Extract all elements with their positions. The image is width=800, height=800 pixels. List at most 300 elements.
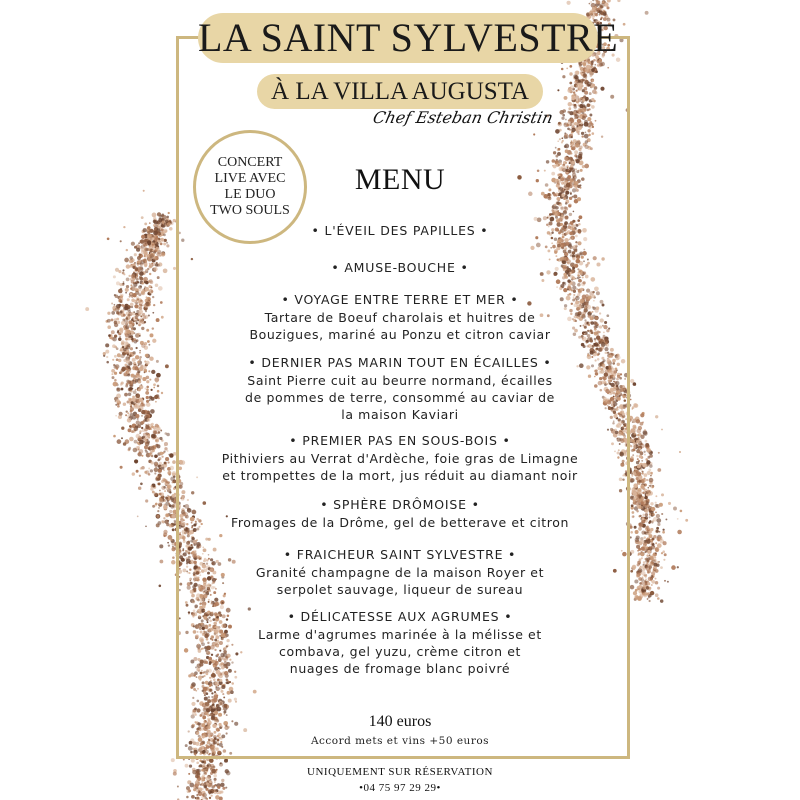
glitter-dot xyxy=(128,393,132,397)
glitter-dot xyxy=(655,511,657,513)
glitter-dot xyxy=(114,372,117,375)
glitter-dot xyxy=(652,513,655,516)
glitter-dot xyxy=(642,568,645,571)
glitter-dot xyxy=(644,478,646,480)
glitter-dot xyxy=(649,600,651,602)
glitter-dot xyxy=(121,381,124,384)
glitter-dot xyxy=(651,521,653,523)
glitter-dot xyxy=(121,427,124,430)
glitter-dot xyxy=(148,473,151,476)
glitter-dot xyxy=(177,786,179,788)
glitter-dot xyxy=(141,421,144,424)
glitter-dot xyxy=(165,219,169,223)
chef-signature: Chef Esteban Christin xyxy=(371,108,555,127)
glitter-dot xyxy=(163,535,165,537)
course-heading: • DERNIER PAS MARIN TOUT EN ÉCAILLES • xyxy=(248,355,552,370)
glitter-dot xyxy=(636,545,640,549)
glitter-dot xyxy=(617,0,620,2)
glitter-dot xyxy=(646,460,650,464)
glitter-dot xyxy=(144,222,147,225)
glitter-dot xyxy=(214,781,216,783)
glitter-dot xyxy=(154,454,157,457)
glitter-dot xyxy=(645,440,648,443)
glitter-dot xyxy=(143,438,146,441)
glitter-dot xyxy=(189,764,192,767)
glitter-dot xyxy=(600,7,602,9)
glitter-dot xyxy=(145,281,148,284)
glitter-dot xyxy=(140,285,142,287)
glitter-dot xyxy=(128,428,132,432)
glitter-dot xyxy=(207,783,211,787)
glitter-dot xyxy=(140,356,142,358)
glitter-dot xyxy=(127,418,132,423)
glitter-dot xyxy=(169,491,171,493)
glitter-dot xyxy=(116,347,119,350)
glitter-dot xyxy=(153,304,155,306)
glitter-dot xyxy=(211,795,213,797)
glitter-dot xyxy=(636,477,639,480)
glitter-dot xyxy=(146,380,149,383)
glitter-dot xyxy=(129,336,131,338)
glitter-dot xyxy=(147,418,151,422)
glitter-dot xyxy=(126,329,130,333)
glitter-dot xyxy=(131,401,134,404)
glitter-dot xyxy=(649,554,651,556)
glitter-dot xyxy=(658,452,660,454)
glitter-dot xyxy=(649,516,651,518)
glitter-dot xyxy=(647,598,649,600)
glitter-dot xyxy=(159,462,163,466)
glitter-dot xyxy=(105,350,109,354)
course-description-line: nuages de fromage blanc poivré xyxy=(289,661,511,676)
glitter-dot xyxy=(130,410,133,413)
glitter-dot xyxy=(149,263,151,265)
glitter-dot xyxy=(138,242,140,244)
glitter-dot xyxy=(214,791,218,795)
venue-banner xyxy=(257,74,543,109)
glitter-dot xyxy=(661,429,663,431)
glitter-dot xyxy=(196,789,200,793)
glitter-dot xyxy=(641,557,643,559)
glitter-dot xyxy=(141,235,145,239)
glitter-dot xyxy=(643,451,645,453)
glitter-dot xyxy=(657,597,660,600)
glitter-dot xyxy=(662,531,665,534)
course-description-line: Bouzigues, mariné au Ponzu et citron caviar xyxy=(249,327,551,342)
glitter-dot xyxy=(139,335,141,337)
glitter-dot xyxy=(630,399,632,401)
glitter-dot xyxy=(155,439,157,441)
glitter-dot xyxy=(653,535,656,538)
glitter-dot xyxy=(650,528,653,531)
glitter-dot xyxy=(203,765,205,767)
glitter-dot xyxy=(126,264,130,268)
glitter-dot xyxy=(160,560,164,564)
glitter-dot xyxy=(163,268,168,273)
glitter-dot xyxy=(138,388,141,391)
glitter-dot xyxy=(114,304,116,306)
glitter-dot xyxy=(125,385,128,388)
glitter-dot xyxy=(123,314,126,317)
glitter-dot xyxy=(145,449,147,451)
glitter-dot xyxy=(137,516,139,518)
glitter-dot xyxy=(128,313,131,316)
glitter-dot xyxy=(136,434,141,439)
glitter-dot xyxy=(156,318,160,322)
glitter-dot xyxy=(135,366,138,369)
glitter-dot xyxy=(158,286,163,291)
glitter-dot xyxy=(115,415,117,417)
glitter-dot xyxy=(130,303,134,307)
glitter-dot xyxy=(168,212,170,214)
glitter-dot xyxy=(646,586,649,589)
glitter-dot xyxy=(134,440,138,444)
glitter-dot xyxy=(640,413,644,417)
glitter-dot xyxy=(640,435,644,439)
glitter-dot xyxy=(647,471,651,475)
glitter-dot xyxy=(158,469,162,473)
glitter-dot xyxy=(146,396,149,399)
glitter-dot xyxy=(139,350,141,352)
glitter-dot xyxy=(641,582,645,586)
glitter-dot xyxy=(146,329,149,332)
glitter-dot xyxy=(655,502,657,504)
glitter-dot xyxy=(201,769,204,772)
glitter-dot xyxy=(105,343,109,347)
glitter-dot xyxy=(111,318,114,321)
glitter-dot xyxy=(651,575,654,578)
glitter-dot xyxy=(634,579,638,583)
glitter-dot xyxy=(150,469,153,472)
glitter-dot xyxy=(646,546,649,549)
glitter-dot xyxy=(155,401,157,403)
glitter-dot xyxy=(602,1,605,4)
glitter-dot xyxy=(636,440,640,444)
glitter-dot xyxy=(146,388,149,391)
glitter-dot xyxy=(169,510,172,513)
course-description-line: de pommes de terre, consommé au caviar de xyxy=(245,390,555,405)
glitter-dot xyxy=(165,457,169,461)
glitter-dot xyxy=(635,530,639,534)
glitter-dot xyxy=(159,585,162,588)
glitter-dot xyxy=(139,387,141,389)
glitter-dot xyxy=(220,790,223,793)
glitter-dot xyxy=(641,504,643,506)
glitter-dot xyxy=(118,415,122,419)
glitter-dot xyxy=(154,492,158,496)
glitter-dot xyxy=(639,523,643,527)
glitter-dot xyxy=(140,403,144,407)
glitter-dot xyxy=(645,443,649,447)
glitter-dot xyxy=(172,494,176,498)
glitter-dot xyxy=(107,312,110,315)
glitter-dot xyxy=(207,781,209,783)
glitter-dot xyxy=(631,504,634,507)
course-description-line: Larme d'agrumes marinée à la mélisse et xyxy=(258,627,542,642)
glitter-dot xyxy=(655,415,658,418)
glitter-dot xyxy=(121,304,124,307)
glitter-dot xyxy=(631,496,633,498)
glitter-dot xyxy=(118,304,121,307)
glitter-dot xyxy=(165,501,169,505)
glitter-dot xyxy=(632,454,634,456)
glitter-dot xyxy=(163,243,166,246)
glitter-dot xyxy=(651,580,655,584)
glitter-dot xyxy=(114,379,117,382)
glitter-dot xyxy=(134,459,138,463)
glitter-dot xyxy=(161,520,164,523)
glitter-dot xyxy=(138,486,141,489)
glitter-dot xyxy=(680,510,683,513)
glitter-dot xyxy=(636,461,639,464)
glitter-dot xyxy=(135,397,138,400)
glitter-dot xyxy=(642,472,644,474)
glitter-dot xyxy=(649,478,654,483)
glitter-dot xyxy=(639,480,642,483)
glitter-dot xyxy=(204,785,208,789)
glitter-dot xyxy=(139,271,144,276)
glitter-dot xyxy=(123,281,125,283)
glitter-dot xyxy=(157,224,159,226)
glitter-dot xyxy=(170,477,175,482)
glitter-dot xyxy=(106,361,109,364)
glitter-dot xyxy=(146,392,148,394)
glitter-dot xyxy=(120,288,122,290)
glitter-dot xyxy=(163,530,167,534)
glitter-dot xyxy=(151,425,154,428)
glitter-dot xyxy=(139,352,141,354)
glitter-dot xyxy=(646,554,649,557)
glitter-dot xyxy=(197,797,200,800)
glitter-dot xyxy=(119,283,122,286)
glitter-dot xyxy=(127,354,129,356)
glitter-dot xyxy=(673,507,677,511)
glitter-dot xyxy=(191,759,195,763)
glitter-dot xyxy=(648,589,650,591)
glitter-dot xyxy=(655,547,660,552)
glitter-dot xyxy=(163,517,165,519)
glitter-dot xyxy=(169,453,173,457)
glitter-dot xyxy=(171,505,174,508)
reservation-notice: UNIQUEMENT SUR RÉSERVATION xyxy=(307,766,493,778)
glitter-dot xyxy=(146,402,151,407)
phone-number: •04 75 97 29 29• xyxy=(359,782,441,794)
glitter-dot xyxy=(120,240,122,242)
course-6 xyxy=(200,496,600,531)
glitter-dot xyxy=(117,405,120,408)
glitter-dot xyxy=(668,502,671,505)
glitter-dot xyxy=(150,280,154,284)
glitter-dot xyxy=(124,393,128,397)
course-4 xyxy=(200,354,600,423)
glitter-dot xyxy=(211,769,216,774)
glitter-dot xyxy=(623,23,626,26)
glitter-dot xyxy=(130,406,132,408)
glitter-dot xyxy=(154,235,156,237)
glitter-dot xyxy=(145,354,149,358)
glitter-dot xyxy=(125,288,129,292)
glitter-dot xyxy=(113,309,116,312)
glitter-dot xyxy=(117,403,119,405)
glitter-dot xyxy=(171,499,174,502)
glitter-dot xyxy=(651,584,653,586)
glitter-dot xyxy=(118,270,121,273)
glitter-dot xyxy=(163,234,166,237)
glitter-dot xyxy=(141,466,145,470)
glitter-dot xyxy=(131,274,135,278)
glitter-dot xyxy=(165,364,169,368)
glitter-dot xyxy=(112,337,117,342)
glitter-dot xyxy=(637,561,641,565)
glitter-dot xyxy=(111,330,115,334)
glitter-dot xyxy=(156,373,161,378)
glitter-dot xyxy=(156,381,158,383)
glitter-dot xyxy=(134,253,137,256)
glitter-dot xyxy=(639,455,643,459)
glitter-dot xyxy=(649,485,651,487)
glitter-dot xyxy=(153,224,155,226)
glitter-dot xyxy=(664,553,667,556)
glitter-dot xyxy=(128,275,130,277)
glitter-dot xyxy=(147,240,151,244)
glitter-dot xyxy=(633,591,637,595)
course-7 xyxy=(200,546,600,598)
glitter-dot xyxy=(139,277,143,281)
glitter-dot xyxy=(169,524,173,528)
glitter-dot xyxy=(164,447,167,450)
glitter-dot xyxy=(116,311,119,314)
glitter-dot xyxy=(152,244,154,246)
glitter-dot xyxy=(196,761,199,764)
glitter-dot xyxy=(133,320,135,322)
glitter-dot xyxy=(161,465,164,468)
glitter-dot xyxy=(646,540,650,544)
glitter-dot xyxy=(150,446,154,450)
glitter-dot xyxy=(122,269,124,271)
glitter-dot xyxy=(118,338,121,341)
glitter-dot xyxy=(125,292,127,294)
glitter-dot xyxy=(147,231,150,234)
glitter-dot xyxy=(655,542,657,544)
glitter-dot xyxy=(167,461,169,463)
glitter-dot xyxy=(144,248,147,251)
glitter-dot xyxy=(647,582,650,585)
glitter-dot xyxy=(604,2,608,6)
glitter-dot xyxy=(130,390,133,393)
glitter-dot xyxy=(139,304,141,306)
glitter-dot xyxy=(139,440,144,445)
glitter-dot xyxy=(150,485,152,487)
glitter-dot xyxy=(156,437,158,439)
glitter-dot xyxy=(151,290,154,293)
glitter-dot xyxy=(155,242,157,244)
glitter-dot xyxy=(663,559,665,561)
glitter-dot xyxy=(643,545,645,547)
course-description-line: Pithiviers au Verrat d'Ardèche, foie gras de Limagne xyxy=(221,451,579,466)
glitter-dot xyxy=(677,518,679,520)
venue-subtitle: À LA VILLA AUGUSTA xyxy=(271,78,529,105)
glitter-dot xyxy=(129,256,133,260)
glitter-dot xyxy=(657,523,660,526)
glitter-dot xyxy=(167,484,172,489)
glitter-dot xyxy=(159,490,161,492)
glitter-dot xyxy=(132,388,134,390)
glitter-dot xyxy=(115,404,117,406)
glitter-dot xyxy=(130,347,133,350)
glitter-dot xyxy=(123,402,126,405)
glitter-dot xyxy=(113,275,116,278)
course-description-line: Saint Pierre cuit au beurre normand, écailles xyxy=(247,373,553,388)
glitter-dot xyxy=(156,252,161,257)
glitter-dot xyxy=(155,246,157,248)
glitter-dot xyxy=(655,593,659,597)
glitter-dot xyxy=(121,367,125,371)
glitter-dot xyxy=(159,437,162,440)
glitter-dot xyxy=(123,348,126,351)
glitter-dot xyxy=(156,515,159,518)
glitter-dot xyxy=(655,495,657,497)
glitter-dot xyxy=(141,216,144,219)
glitter-dot xyxy=(155,444,158,447)
glitter-dot xyxy=(166,216,169,219)
glitter-dot xyxy=(137,361,140,364)
glitter-dot xyxy=(202,774,205,777)
glitter-dot xyxy=(679,451,681,453)
glitter-dot xyxy=(116,399,120,403)
glitter-dot xyxy=(135,389,137,391)
glitter-dot xyxy=(157,390,160,393)
glitter-dot xyxy=(643,561,646,564)
glitter-dot xyxy=(642,491,645,494)
glitter-dot xyxy=(651,546,653,548)
glitter-dot xyxy=(192,770,197,775)
glitter-dot xyxy=(148,370,150,372)
course-description-line: et trompettes de la mort, jus réduit au diamant noir xyxy=(222,468,578,483)
glitter-dot xyxy=(143,250,148,255)
glitter-dot xyxy=(136,420,140,424)
glitter-dot xyxy=(631,478,635,482)
glitter-dot xyxy=(137,370,140,373)
glitter-dot xyxy=(139,475,141,477)
glitter-dot xyxy=(649,464,652,467)
glitter-dot xyxy=(131,242,135,246)
glitter-dot xyxy=(153,230,158,235)
glitter-dot xyxy=(152,327,154,329)
course-description-line: Granité champagne de la maison Royer et xyxy=(255,565,545,580)
glitter-dot xyxy=(141,344,145,348)
glitter-dot xyxy=(139,430,142,433)
glitter-dot xyxy=(642,514,645,517)
glitter-dot xyxy=(656,530,659,533)
glitter-dot xyxy=(226,771,231,776)
glitter-dot xyxy=(139,398,143,402)
course-2 xyxy=(200,259,600,277)
glitter-dot xyxy=(645,558,648,561)
glitter-dot xyxy=(141,415,143,417)
glitter-dot xyxy=(644,519,646,521)
glitter-dot xyxy=(111,373,113,375)
glitter-dot xyxy=(641,547,645,551)
glitter-dot xyxy=(641,451,643,453)
glitter-dot xyxy=(151,286,153,288)
glitter-dot xyxy=(650,475,652,477)
glitter-dot xyxy=(129,296,131,298)
glitter-dot xyxy=(131,430,134,433)
glitter-dot xyxy=(115,364,119,368)
glitter-dot xyxy=(630,550,634,554)
glitter-dot xyxy=(597,8,600,11)
glitter-dot xyxy=(162,221,165,224)
